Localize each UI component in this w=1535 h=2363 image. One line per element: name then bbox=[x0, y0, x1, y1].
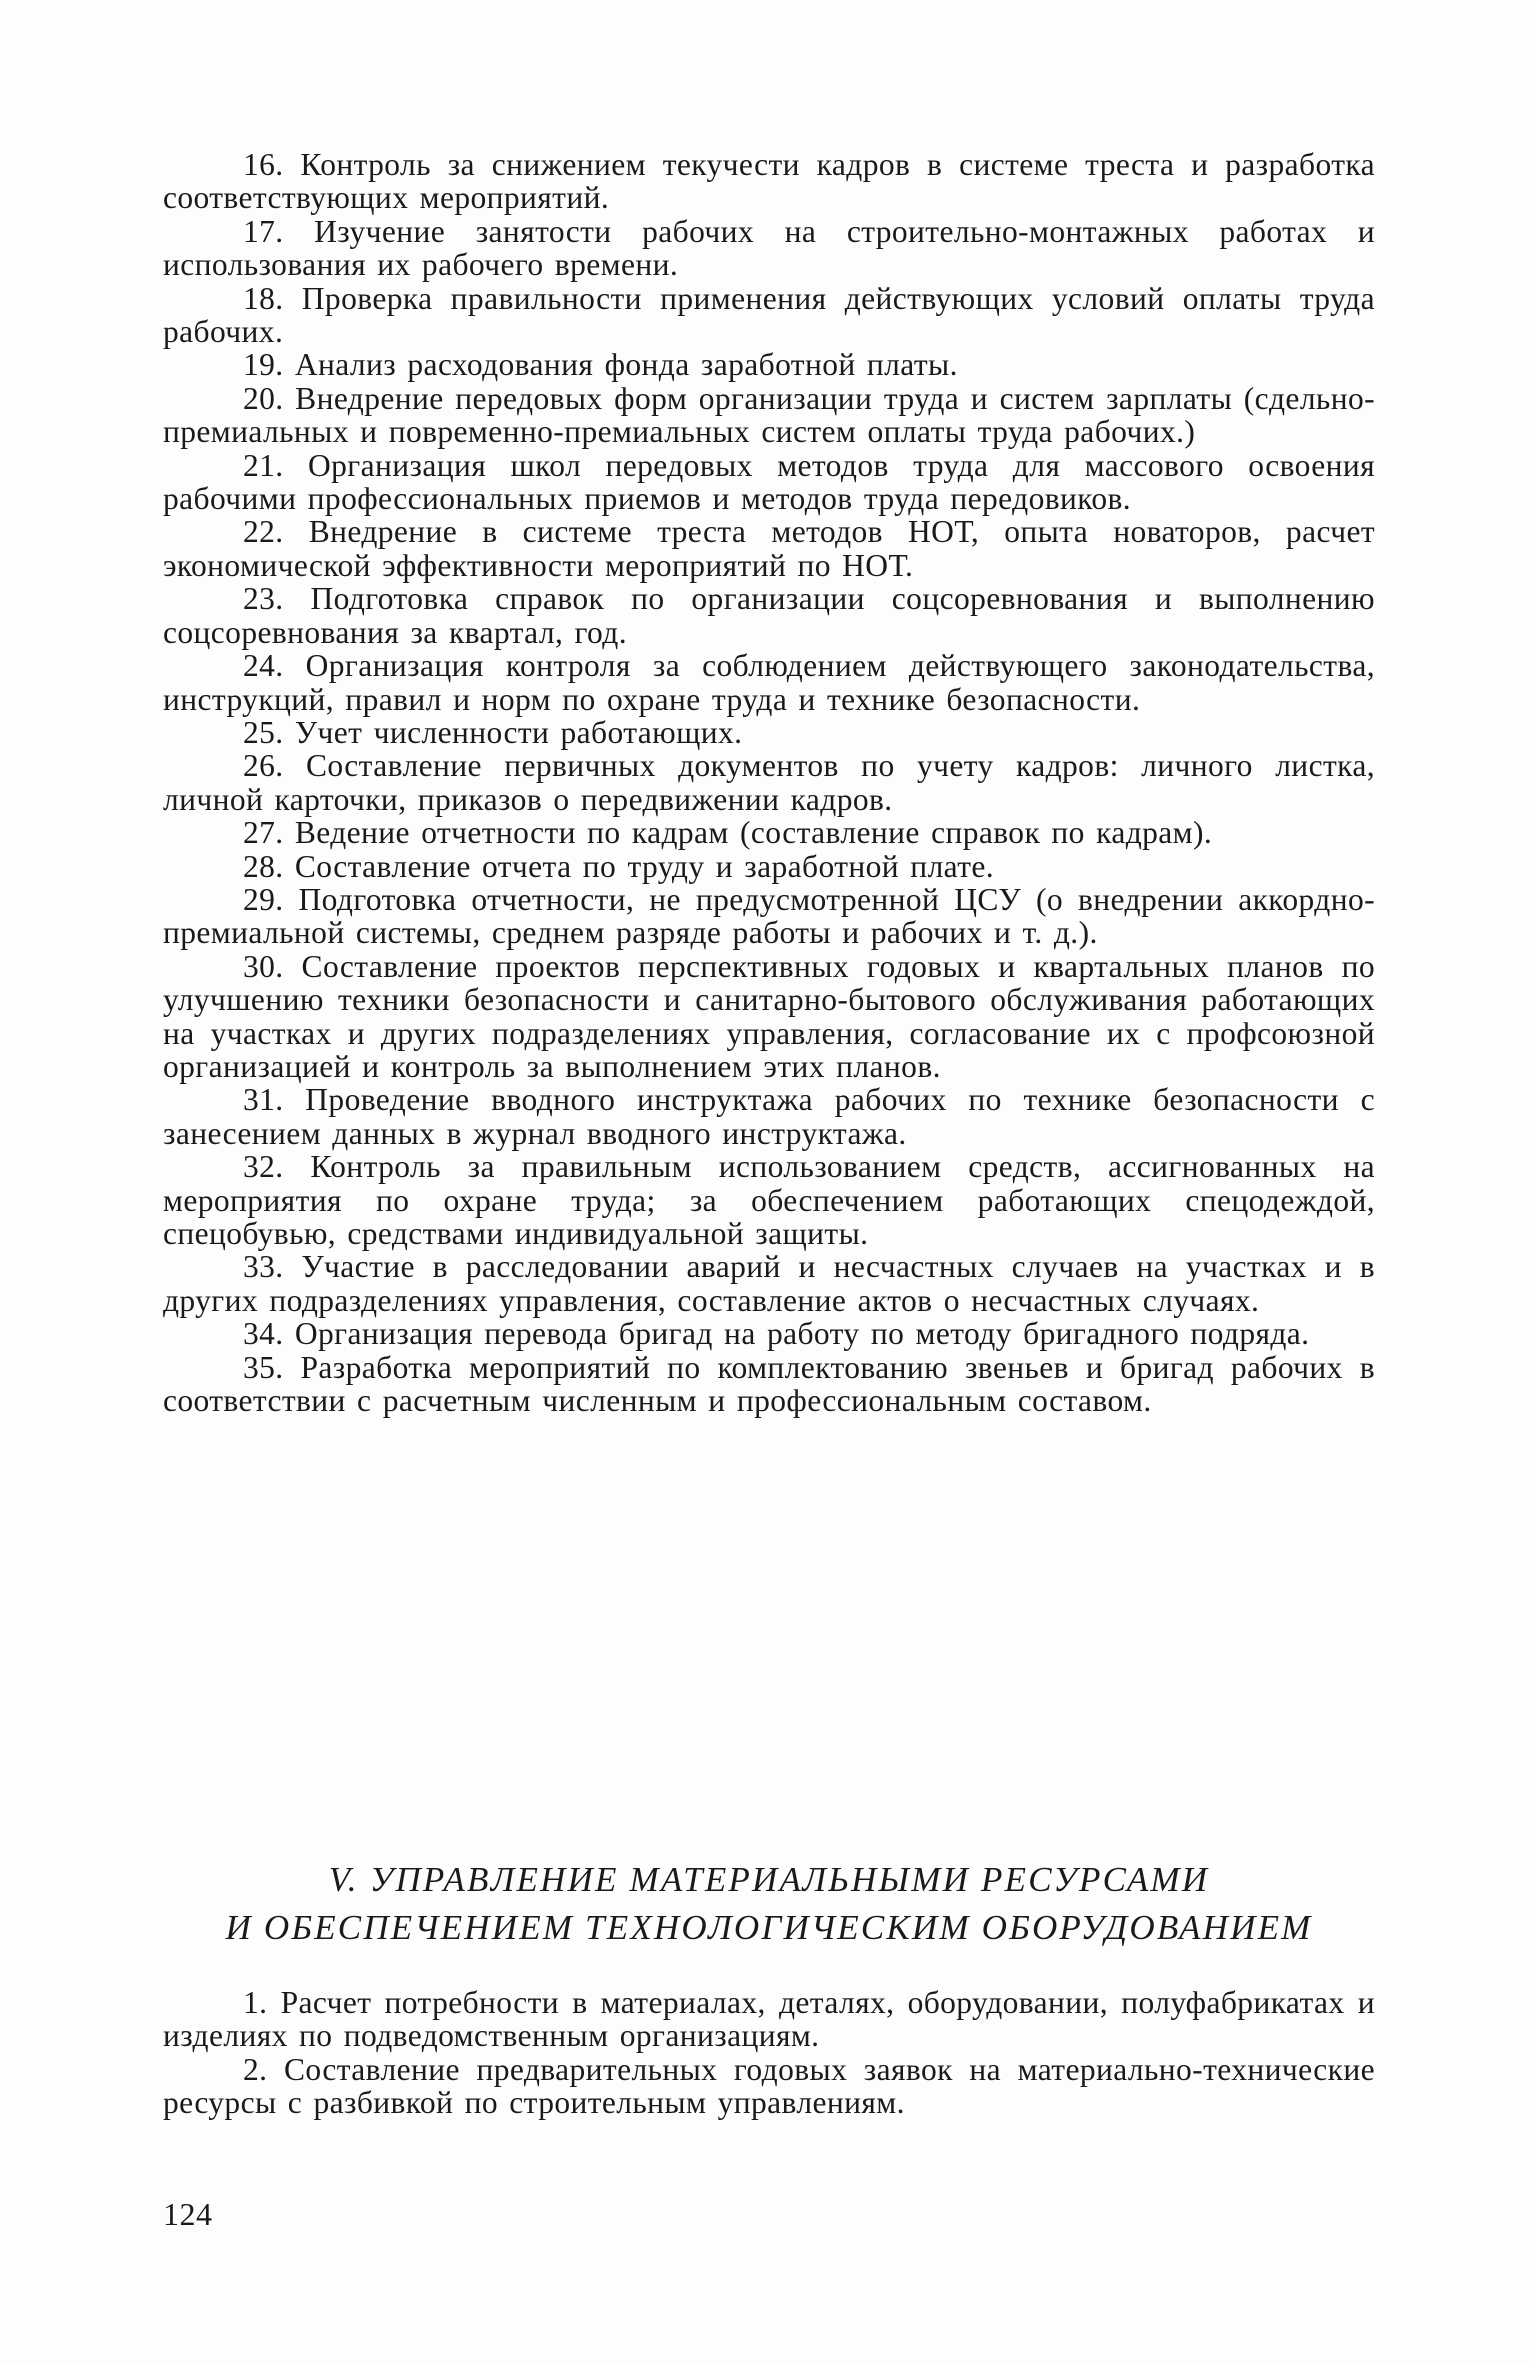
list-item-22: 22. Внедрение в системе треста методов НОТ, опыта новаторов, расчет экономической эффективности мероприятий по НОТ. bbox=[163, 514, 1375, 583]
list-item-21: 21. Организация школ передовых методов труда для массового освоения рабочими профессиональных приемов и методов труда передовиков. bbox=[163, 447, 1375, 517]
list-item-16: 16. Контроль за снижением текучести кадров в системе треста и разработка соответствующих мероприятий. bbox=[163, 147, 1375, 216]
list-item-30: 30. Составление проектов перспективных годовых и квартальных планов по улучшению техники безопасности и санитарно-бытового обслуживания работающих на участках и других подразделениях управления, согласование их с профсоюзной организацией и контроль за выполнением этих планов. bbox=[163, 948, 1375, 1084]
list-item-20: 20. Внедрение передовых форм организации труда и систем зарплаты (сдельно-премиальных и повременно-премиальных систем оплаты труда рабочих.) bbox=[163, 380, 1375, 450]
list-item-29: 29. Подготовка отчетности, не предусмотренной ЦСУ (о внедрении аккордно-премиальной системы, среднем разряде работы и рабочих и т. д.). bbox=[163, 881, 1375, 951]
list-item-19: 19. Анализ расходования фонда заработной платы. bbox=[243, 347, 958, 383]
list-item-17: 17. Изучение занятости рабочих на строительно-монтажных работах и использования их рабочего времени. bbox=[163, 213, 1375, 283]
list-item-31: 31. Проведение вводного инструктажа рабочих по технике безопасности с занесением данных в журнал вводного инструктажа. bbox=[163, 1082, 1375, 1151]
section-list-item-2: 2. Составление предварительных годовых заявок на материально-технические ресурсы с разбивкой по строительным управлениям. bbox=[163, 2051, 1375, 2121]
list-item-23: 23. Подготовка справок по организации соцсоревнования и выполнению соцсоревнования за квартал, год. bbox=[163, 581, 1375, 650]
list-item-24: 24. Организация контроля за соблюдением действующего законодательства, инструкций, правил и норм по охране труда и технике безопасности. bbox=[163, 648, 1375, 717]
list-item-32: 32. Контроль за правильным использованием средств, ассигнованных на мероприятия по охране труда; за обеспечением работающих спецодеждой, спецобувью, средствами индивидуальной защиты. bbox=[163, 1149, 1375, 1251]
section-heading-line-1: V. УПРАВЛЕНИЕ МАТЕРИАЛЬНЫМИ РЕСУРСАМИ bbox=[328, 1860, 1210, 1899]
list-item-34: 34. Организация перевода бригад на работу по методу бригадного подряда. bbox=[243, 1316, 1310, 1352]
list-item-28: 28. Составление отчета по труду и заработной плате. bbox=[243, 848, 995, 884]
section-heading-line-2: И ОБЕСПЕЧЕНИЕМ ТЕХНОЛОГИЧЕСКИМ ОБОРУДОВАНИЕМ bbox=[225, 1908, 1313, 1947]
list-item-27: 27. Ведение отчетности по кадрам (составление справок по кадрам). bbox=[243, 815, 1213, 851]
list-item-25: 25. Учет численности работающих. bbox=[243, 714, 743, 750]
list-continuation bbox=[163, 148, 1375, 1417]
page-number: 124 bbox=[163, 2196, 213, 2232]
list-item-18: 18. Проверка правильности применения действующих условий оплаты труда рабочих. bbox=[163, 280, 1375, 350]
section-list-item-1: 1. Расчет потребности в материалах, деталях, оборудовании, полуфабрикатах и изделиях по подведомственным организациям. bbox=[163, 1985, 1375, 2054]
section-list bbox=[163, 1986, 1375, 2120]
list-item-35: 35. Разработка мероприятий по комплектованию звеньев и бригад рабочих в соответствии с расчетным численным и профессиональным составом. bbox=[163, 1349, 1375, 1419]
list-item-33: 33. Участие в расследовании аварий и несчастных случаев на участках и в других подразделениях управления, составление актов о несчастных случаях. bbox=[163, 1249, 1375, 1318]
list-item-26: 26. Составление первичных документов по учету кадров: личного листка, личной карточки, приказов о передвижении кадров. bbox=[163, 748, 1375, 817]
section-heading bbox=[163, 1856, 1375, 1952]
